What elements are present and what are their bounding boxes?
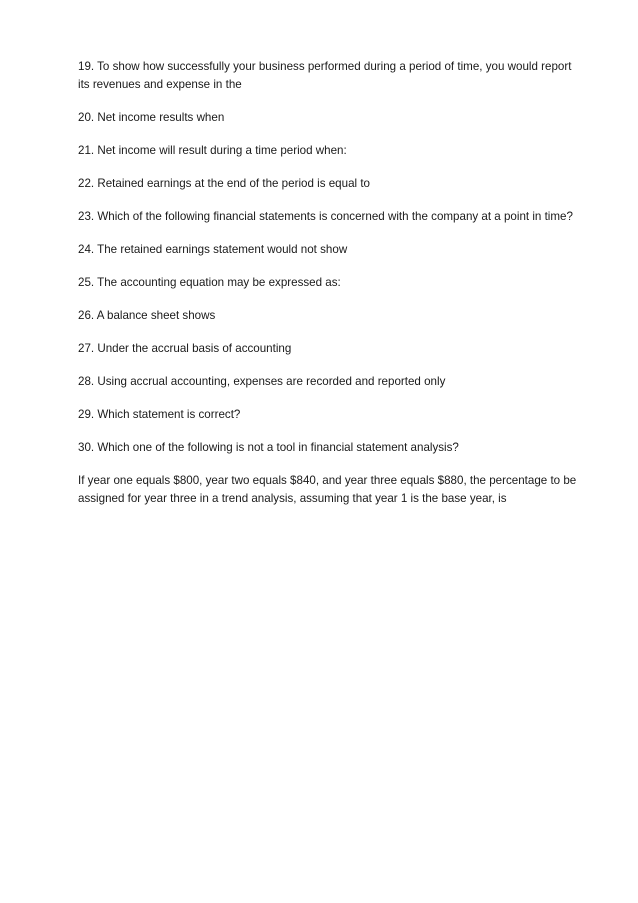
- question-trend-analysis: If year one equals $800, year two equals $840, and year three equals $880, the percentage to be assigned for year three in a trend analysis, assuming that year 1 is the base year, is: [78, 474, 577, 505]
- question-26: 26. A balance sheet shows: [78, 309, 216, 322]
- question-22: 22. Retained earnings at the end of the period is equal to: [78, 177, 370, 190]
- question-29: 29. Which statement is correct?: [78, 408, 241, 421]
- question-23: 23. Which of the following financial statements is concerned with the company at a point in time?: [78, 210, 573, 223]
- question-27: 27. Under the accrual basis of accounting: [78, 342, 292, 355]
- question-20: 20. Net income results when: [78, 111, 225, 124]
- question-21: 21. Net income will result during a time period when:: [78, 144, 347, 157]
- question-28: 28. Using accrual accounting, expenses are recorded and reported only: [78, 375, 446, 388]
- question-30: 30. Which one of the following is not a tool in financial statement analysis?: [78, 441, 459, 454]
- question-25: 25. The accounting equation may be expressed as:: [78, 276, 341, 289]
- question-list: [78, 58, 578, 523]
- question-19: 19. To show how successfully your business performed during a period of time, you would report its revenues and expense in the: [78, 60, 572, 91]
- question-24: 24. The retained earnings statement would not show: [78, 243, 348, 256]
